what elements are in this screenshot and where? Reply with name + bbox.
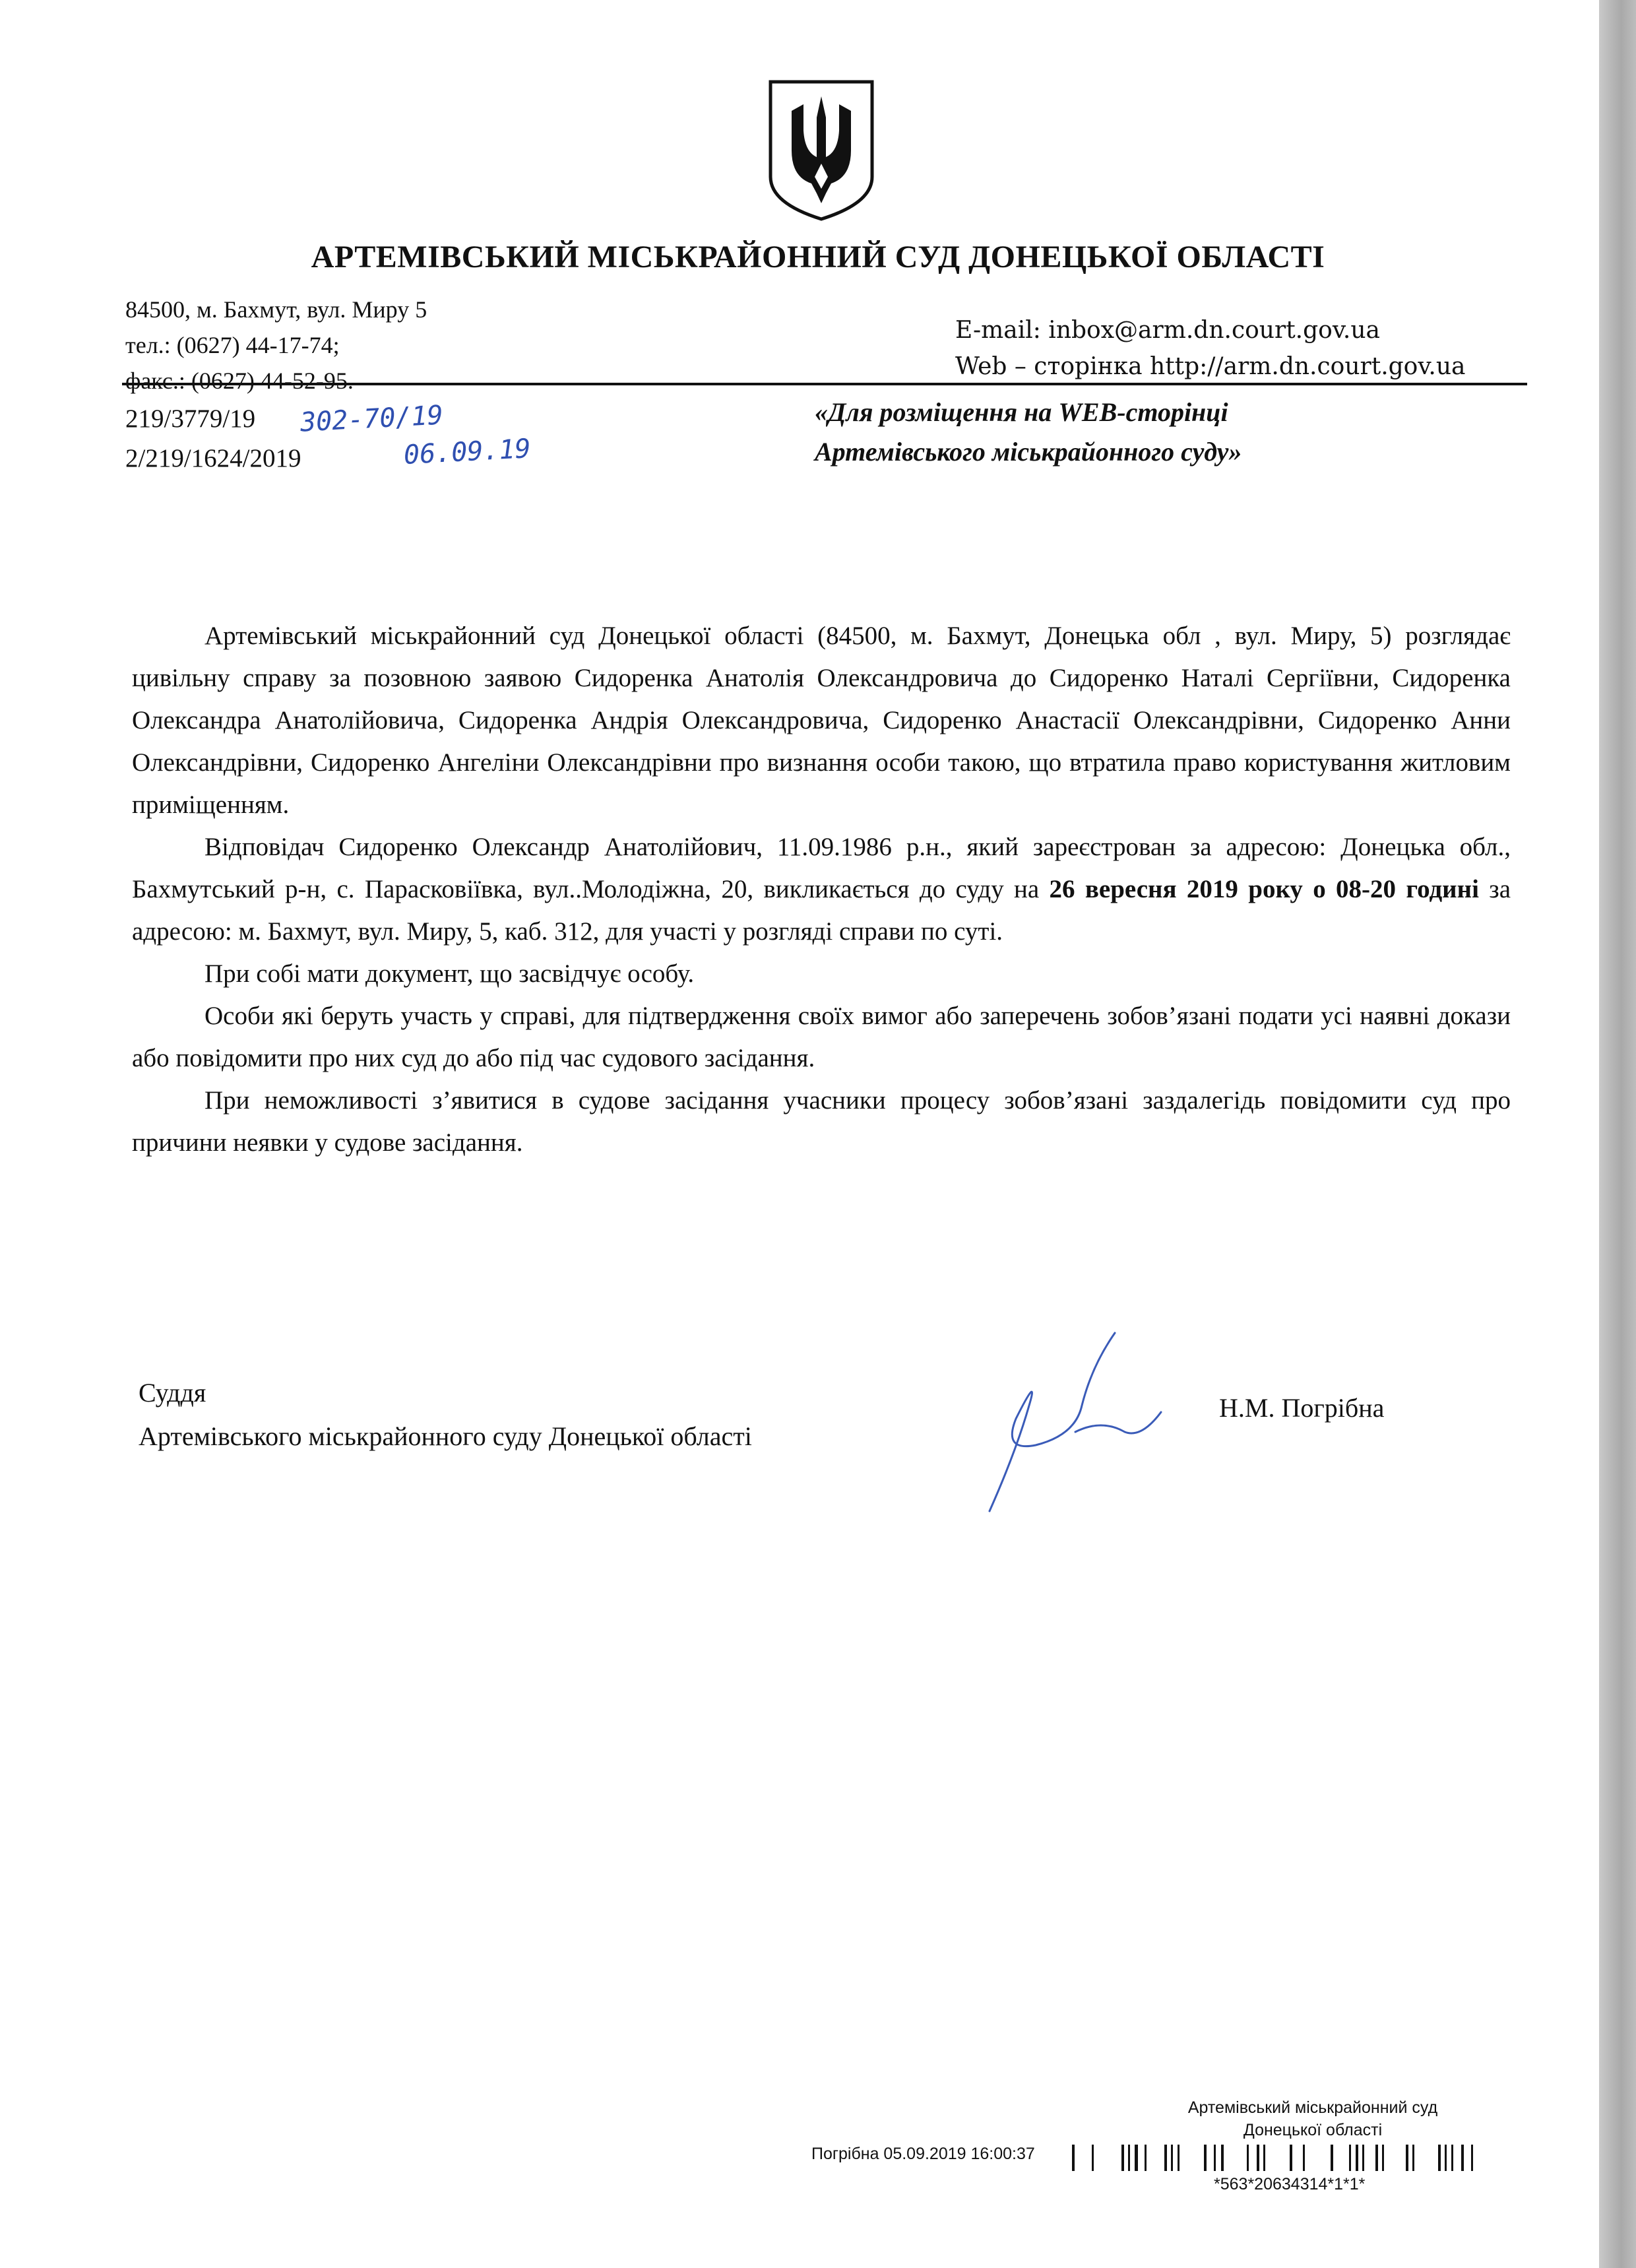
barcode [1072, 2142, 1481, 2172]
stamp-court-line-2: Донецької області [1243, 2121, 1383, 2139]
paragraph-absence: При неможливості з’явитися в судове засідання учасники процесу зобов’язані заздалегідь повідомити суд про причини неявки у судове засідання. [132, 1086, 1511, 1157]
placement-note-line-1: «Для розміщення на WEB-сторінці [815, 397, 1228, 427]
handwritten-outgoing-number: 302-70/19 [299, 400, 444, 438]
court-phone: тел.: (0627) 44-17-74; [125, 332, 340, 358]
signature-mark [976, 1320, 1174, 1518]
proceeding-number: 2/219/1624/2019 [125, 444, 301, 472]
summons-text-start: Відповідач Сидоренко Олександр Анатолійович, 11.09.1986 р.н., який зареєстрован за адресою: Донецька обл., Бахмутський р-н, с. Парасковіївка, вул..Молодіжна, 20, викликається до суду на [132, 833, 1511, 903]
barcode-text: *563*20634314*1*1* [1214, 2175, 1366, 2193]
coat-of-arms-icon [765, 78, 877, 223]
paragraph-evidence: Особи які беруть участь у справі, для підтвердження своїх вимог або заперечень зобов’язані подати усі наявні докази або повідомити про них суд до або під час судового засідання. [132, 1002, 1511, 1072]
paragraph-summons [132, 826, 1511, 953]
court-website: Web – сторінка http://arm.dn.court.gov.ua [955, 353, 1466, 380]
paragraph-identity-document: При собі мати документ, що засвідчує особу. [204, 959, 695, 988]
summons-text-end: за адресою: м. Бахмут, вул. Миру, 5, каб. 312, для участі у розгляді справи по суті. [132, 875, 1511, 946]
judge-name: Н.М. Погрібна [1219, 1393, 1385, 1423]
handwritten-date: 06.09.19 [402, 433, 532, 471]
letter-body [132, 615, 1511, 1164]
stamp-court-line-1: Артемівський міськрайонний суд [1187, 2098, 1438, 2117]
scanner-edge [1599, 0, 1636, 2268]
paragraph-case-description: Артемівський міськрайонний суд Донецької області (84500, м. Бахмут, Донецька обл , вул. Миру, 5) розглядає цивільну справу за позовною заявою Сидоренка Анатолія Олександровича до Сидоренко Наталі Сергіївни, Сидоренка Олександра Анатолійовича, Сидоренка Андрія Олександровича, Сидоренко Анастасії Олександрівни, Сидоренко Анни Олександрівни, Сидоренко Ангеліни Олександрівни про визнання особи такою, що втратила право користування житловим приміщенням. [132, 622, 1511, 819]
court-email: E-mail: inbox@arm.dn.court.gov.ua [955, 317, 1380, 344]
judge-role: Суддя [139, 1378, 206, 1408]
court-fax: факс.: (0627) 44-52-95. [125, 368, 354, 394]
header-rule [122, 383, 1527, 385]
signature-block [139, 1371, 752, 1458]
stamp-printed-line: Погрібна 05.09.2019 16:00:37 [811, 2145, 1035, 2163]
judge-court: Артемівського міськрайонного суду Донецької області [139, 1421, 752, 1451]
court-address: 84500, м. Бахмут, вул. Миру 5 [125, 296, 427, 323]
placement-note [815, 393, 1242, 472]
placement-note-line-2: Артемівського міськрайонного суду» [815, 437, 1242, 467]
case-number: 219/3779/19 [125, 405, 256, 433]
court-title: АРТЕМІВСЬКИЙ МІСЬКРАЙОННИЙ СУД ДОНЕЦЬКОЇ ОБЛАСТІ [311, 240, 1325, 275]
registry-stamp [1148, 2096, 1478, 2141]
hearing-datetime: 26 вересня 2019 року о 08-20 годині [1049, 875, 1479, 903]
